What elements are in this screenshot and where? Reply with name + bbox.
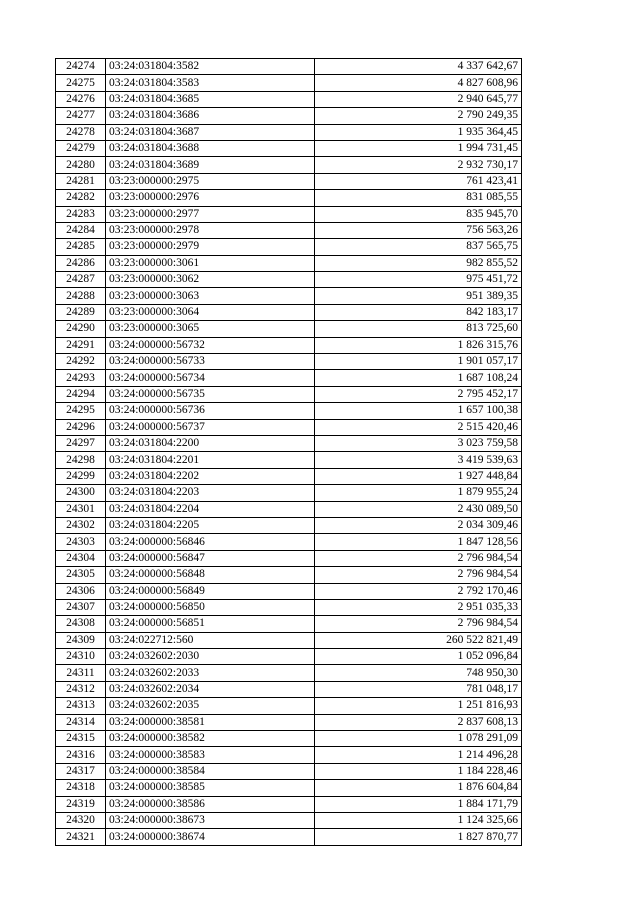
cadastral-number-cell: 03:24:000000:38674 xyxy=(106,829,315,845)
table-row xyxy=(56,780,522,796)
cadastral-value-cell: 1 827 870,77 xyxy=(315,829,522,845)
table-row xyxy=(56,157,522,173)
table-row xyxy=(56,534,522,550)
cadastral-number-cell: 03:24:031804:2200 xyxy=(106,435,315,451)
cadastral-number-cell: 03:24:031804:3685 xyxy=(106,91,315,107)
cadastral-value-cell: 2 430 089,50 xyxy=(315,501,522,517)
table-row xyxy=(56,108,522,124)
cadastral-number-cell: 03:23:000000:3065 xyxy=(106,321,315,337)
cadastral-number-cell: 03:24:000000:38586 xyxy=(106,796,315,812)
row-number-cell: 24302 xyxy=(56,517,106,533)
row-number-cell: 24307 xyxy=(56,599,106,615)
cadastral-value-cell: 2 796 984,54 xyxy=(315,550,522,566)
cadastral-value-cell: 1 124 325,66 xyxy=(315,812,522,828)
cadastral-value-table xyxy=(55,58,522,846)
cadastral-value-cell: 2 795 452,17 xyxy=(315,386,522,402)
table-row xyxy=(56,288,522,304)
table-row xyxy=(56,616,522,632)
table-row xyxy=(56,517,522,533)
cadastral-value-cell: 1 657 100,38 xyxy=(315,403,522,419)
cadastral-value-cell: 4 337 642,67 xyxy=(315,59,522,75)
cadastral-number-cell: 03:24:031804:3688 xyxy=(106,140,315,156)
table-row xyxy=(56,206,522,222)
row-number-cell: 24319 xyxy=(56,796,106,812)
table-row xyxy=(56,468,522,484)
row-number-cell: 24291 xyxy=(56,337,106,353)
cadastral-value-cell: 951 389,35 xyxy=(315,288,522,304)
cadastral-number-cell: 03:24:031804:2202 xyxy=(106,468,315,484)
cadastral-value-cell: 1 184 228,46 xyxy=(315,763,522,779)
row-number-cell: 24305 xyxy=(56,567,106,583)
cadastral-number-cell: 03:24:031804:2201 xyxy=(106,452,315,468)
row-number-cell: 24276 xyxy=(56,91,106,107)
cadastral-number-cell: 03:24:031804:3582 xyxy=(106,59,315,75)
cadastral-number-cell: 03:23:000000:2978 xyxy=(106,222,315,238)
table-row xyxy=(56,681,522,697)
row-number-cell: 24320 xyxy=(56,812,106,828)
table-row xyxy=(56,452,522,468)
table-row xyxy=(56,501,522,517)
cadastral-value-cell: 4 827 608,96 xyxy=(315,75,522,91)
cadastral-value-cell: 1 052 096,84 xyxy=(315,649,522,665)
row-number-cell: 24313 xyxy=(56,698,106,714)
table-body xyxy=(56,59,522,846)
cadastral-number-cell: 03:24:000000:38581 xyxy=(106,714,315,730)
cadastral-number-cell: 03:24:000000:56846 xyxy=(106,534,315,550)
cadastral-value-cell: 1 935 364,45 xyxy=(315,124,522,140)
cadastral-number-cell: 03:24:000000:56737 xyxy=(106,419,315,435)
row-number-cell: 24295 xyxy=(56,403,106,419)
cadastral-number-cell: 03:24:031804:2203 xyxy=(106,485,315,501)
table-row xyxy=(56,190,522,206)
cadastral-value-cell: 781 048,17 xyxy=(315,681,522,697)
row-number-cell: 24287 xyxy=(56,272,106,288)
table-row xyxy=(56,829,522,845)
cadastral-number-cell: 03:23:000000:3064 xyxy=(106,304,315,320)
table-row xyxy=(56,567,522,583)
row-number-cell: 24285 xyxy=(56,239,106,255)
row-number-cell: 24278 xyxy=(56,124,106,140)
table-row xyxy=(56,272,522,288)
table-row xyxy=(56,140,522,156)
cadastral-value-cell: 3 419 539,63 xyxy=(315,452,522,468)
row-number-cell: 24281 xyxy=(56,173,106,189)
row-number-cell: 24306 xyxy=(56,583,106,599)
cadastral-number-cell: 03:24:000000:56848 xyxy=(106,567,315,583)
table-row xyxy=(56,435,522,451)
table-row xyxy=(56,91,522,107)
row-number-cell: 24289 xyxy=(56,304,106,320)
cadastral-value-cell: 2 034 309,46 xyxy=(315,517,522,533)
cadastral-value-cell: 2 515 420,46 xyxy=(315,419,522,435)
cadastral-number-cell: 03:24:032602:2034 xyxy=(106,681,315,697)
cadastral-number-cell: 03:24:031804:3687 xyxy=(106,124,315,140)
cadastral-number-cell: 03:24:000000:38583 xyxy=(106,747,315,763)
row-number-cell: 24309 xyxy=(56,632,106,648)
table-row xyxy=(56,763,522,779)
cadastral-number-cell: 03:23:000000:3063 xyxy=(106,288,315,304)
row-number-cell: 24318 xyxy=(56,780,106,796)
row-number-cell: 24274 xyxy=(56,59,106,75)
table-row xyxy=(56,812,522,828)
table-row xyxy=(56,599,522,615)
row-number-cell: 24292 xyxy=(56,354,106,370)
cadastral-value-cell: 1 901 057,17 xyxy=(315,354,522,370)
row-number-cell: 24304 xyxy=(56,550,106,566)
row-number-cell: 24298 xyxy=(56,452,106,468)
cadastral-value-cell: 3 023 759,58 xyxy=(315,435,522,451)
cadastral-value-cell: 2 940 645,77 xyxy=(315,91,522,107)
table-row xyxy=(56,75,522,91)
cadastral-number-cell: 03:24:031804:3689 xyxy=(106,157,315,173)
cadastral-number-cell: 03:23:000000:3061 xyxy=(106,255,315,271)
cadastral-number-cell: 03:24:000000:38585 xyxy=(106,780,315,796)
cadastral-number-cell: 03:23:000000:3062 xyxy=(106,272,315,288)
table-row xyxy=(56,304,522,320)
cadastral-value-cell: 813 725,60 xyxy=(315,321,522,337)
table-row xyxy=(56,354,522,370)
cadastral-value-cell: 975 451,72 xyxy=(315,272,522,288)
cadastral-value-cell: 831 085,55 xyxy=(315,190,522,206)
cadastral-value-cell: 842 183,17 xyxy=(315,304,522,320)
row-number-cell: 24277 xyxy=(56,108,106,124)
row-number-cell: 24311 xyxy=(56,665,106,681)
cadastral-value-cell: 748 950,30 xyxy=(315,665,522,681)
cadastral-number-cell: 03:24:032602:2033 xyxy=(106,665,315,681)
cadastral-value-cell: 1 876 604,84 xyxy=(315,780,522,796)
cadastral-value-cell: 2 796 984,54 xyxy=(315,616,522,632)
row-number-cell: 24310 xyxy=(56,649,106,665)
row-number-cell: 24301 xyxy=(56,501,106,517)
cadastral-value-cell: 2 790 249,35 xyxy=(315,108,522,124)
cadastral-number-cell: 03:24:000000:56736 xyxy=(106,403,315,419)
table-row xyxy=(56,714,522,730)
cadastral-number-cell: 03:24:000000:56734 xyxy=(106,370,315,386)
table-row xyxy=(56,255,522,271)
row-number-cell: 24314 xyxy=(56,714,106,730)
row-number-cell: 24279 xyxy=(56,140,106,156)
table-row xyxy=(56,321,522,337)
cadastral-number-cell: 03:23:000000:2977 xyxy=(106,206,315,222)
row-number-cell: 24321 xyxy=(56,829,106,845)
cadastral-value-cell: 1 847 128,56 xyxy=(315,534,522,550)
table-row xyxy=(56,59,522,75)
cadastral-number-cell: 03:24:022712:560 xyxy=(106,632,315,648)
cadastral-number-cell: 03:24:000000:38584 xyxy=(106,763,315,779)
cadastral-number-cell: 03:24:000000:56735 xyxy=(106,386,315,402)
row-number-cell: 24282 xyxy=(56,190,106,206)
row-number-cell: 24288 xyxy=(56,288,106,304)
cadastral-value-cell: 1 994 731,45 xyxy=(315,140,522,156)
table-row xyxy=(56,173,522,189)
cadastral-value-cell: 835 945,70 xyxy=(315,206,522,222)
table-row xyxy=(56,403,522,419)
cadastral-number-cell: 03:24:032602:2035 xyxy=(106,698,315,714)
row-number-cell: 24294 xyxy=(56,386,106,402)
row-number-cell: 24283 xyxy=(56,206,106,222)
cadastral-number-cell: 03:24:031804:2205 xyxy=(106,517,315,533)
cadastral-number-cell: 03:24:031804:2204 xyxy=(106,501,315,517)
row-number-cell: 24312 xyxy=(56,681,106,697)
cadastral-number-cell: 03:23:000000:2975 xyxy=(106,173,315,189)
cadastral-value-cell: 982 855,52 xyxy=(315,255,522,271)
table-row xyxy=(56,239,522,255)
cadastral-number-cell: 03:24:000000:56733 xyxy=(106,354,315,370)
cadastral-number-cell: 03:24:000000:38582 xyxy=(106,731,315,747)
cadastral-number-cell: 03:24:031804:3686 xyxy=(106,108,315,124)
cadastral-number-cell: 03:24:031804:3583 xyxy=(106,75,315,91)
row-number-cell: 24308 xyxy=(56,616,106,632)
row-number-cell: 24300 xyxy=(56,485,106,501)
row-number-cell: 24293 xyxy=(56,370,106,386)
row-number-cell: 24303 xyxy=(56,534,106,550)
table-row xyxy=(56,665,522,681)
row-number-cell: 24299 xyxy=(56,468,106,484)
cadastral-number-cell: 03:24:000000:56847 xyxy=(106,550,315,566)
cadastral-value-cell: 1 927 448,84 xyxy=(315,468,522,484)
cadastral-number-cell: 03:23:000000:2976 xyxy=(106,190,315,206)
cadastral-value-cell: 1 214 496,28 xyxy=(315,747,522,763)
cadastral-number-cell: 03:24:000000:56732 xyxy=(106,337,315,353)
cadastral-value-cell: 837 565,75 xyxy=(315,239,522,255)
cadastral-number-cell: 03:24:000000:56850 xyxy=(106,599,315,615)
row-number-cell: 24315 xyxy=(56,731,106,747)
table-row xyxy=(56,386,522,402)
table-row xyxy=(56,222,522,238)
cadastral-number-cell: 03:24:000000:56849 xyxy=(106,583,315,599)
row-number-cell: 24286 xyxy=(56,255,106,271)
table-row xyxy=(56,485,522,501)
row-number-cell: 24290 xyxy=(56,321,106,337)
cadastral-value-cell: 2 837 608,13 xyxy=(315,714,522,730)
cadastral-number-cell: 03:24:032602:2030 xyxy=(106,649,315,665)
table-row xyxy=(56,370,522,386)
table-row xyxy=(56,124,522,140)
cadastral-value-cell: 1 884 171,79 xyxy=(315,796,522,812)
row-number-cell: 24316 xyxy=(56,747,106,763)
table-row xyxy=(56,731,522,747)
cadastral-number-cell: 03:24:000000:38673 xyxy=(106,812,315,828)
table-row xyxy=(56,649,522,665)
cadastral-value-cell: 1 078 291,09 xyxy=(315,731,522,747)
table-row xyxy=(56,632,522,648)
cadastral-value-cell: 1 879 955,24 xyxy=(315,485,522,501)
row-number-cell: 24275 xyxy=(56,75,106,91)
row-number-cell: 24317 xyxy=(56,763,106,779)
row-number-cell: 24284 xyxy=(56,222,106,238)
cadastral-value-cell: 2 796 984,54 xyxy=(315,567,522,583)
table-row xyxy=(56,550,522,566)
table-row xyxy=(56,796,522,812)
cadastral-value-cell: 1 251 816,93 xyxy=(315,698,522,714)
cadastral-value-cell: 2 951 035,33 xyxy=(315,599,522,615)
cadastral-value-cell: 2 792 170,46 xyxy=(315,583,522,599)
table-row xyxy=(56,419,522,435)
table-row xyxy=(56,583,522,599)
cadastral-value-cell: 260 522 821,49 xyxy=(315,632,522,648)
cadastral-value-cell: 1 687 108,24 xyxy=(315,370,522,386)
cadastral-value-cell: 761 423,41 xyxy=(315,173,522,189)
row-number-cell: 24297 xyxy=(56,435,106,451)
cadastral-value-cell: 1 826 315,76 xyxy=(315,337,522,353)
cadastral-number-cell: 03:23:000000:2979 xyxy=(106,239,315,255)
cadastral-number-cell: 03:24:000000:56851 xyxy=(106,616,315,632)
cadastral-value-cell: 756 563,26 xyxy=(315,222,522,238)
row-number-cell: 24280 xyxy=(56,157,106,173)
cadastral-value-cell: 2 932 730,17 xyxy=(315,157,522,173)
table-row xyxy=(56,747,522,763)
table-row xyxy=(56,698,522,714)
table-row xyxy=(56,337,522,353)
row-number-cell: 24296 xyxy=(56,419,106,435)
